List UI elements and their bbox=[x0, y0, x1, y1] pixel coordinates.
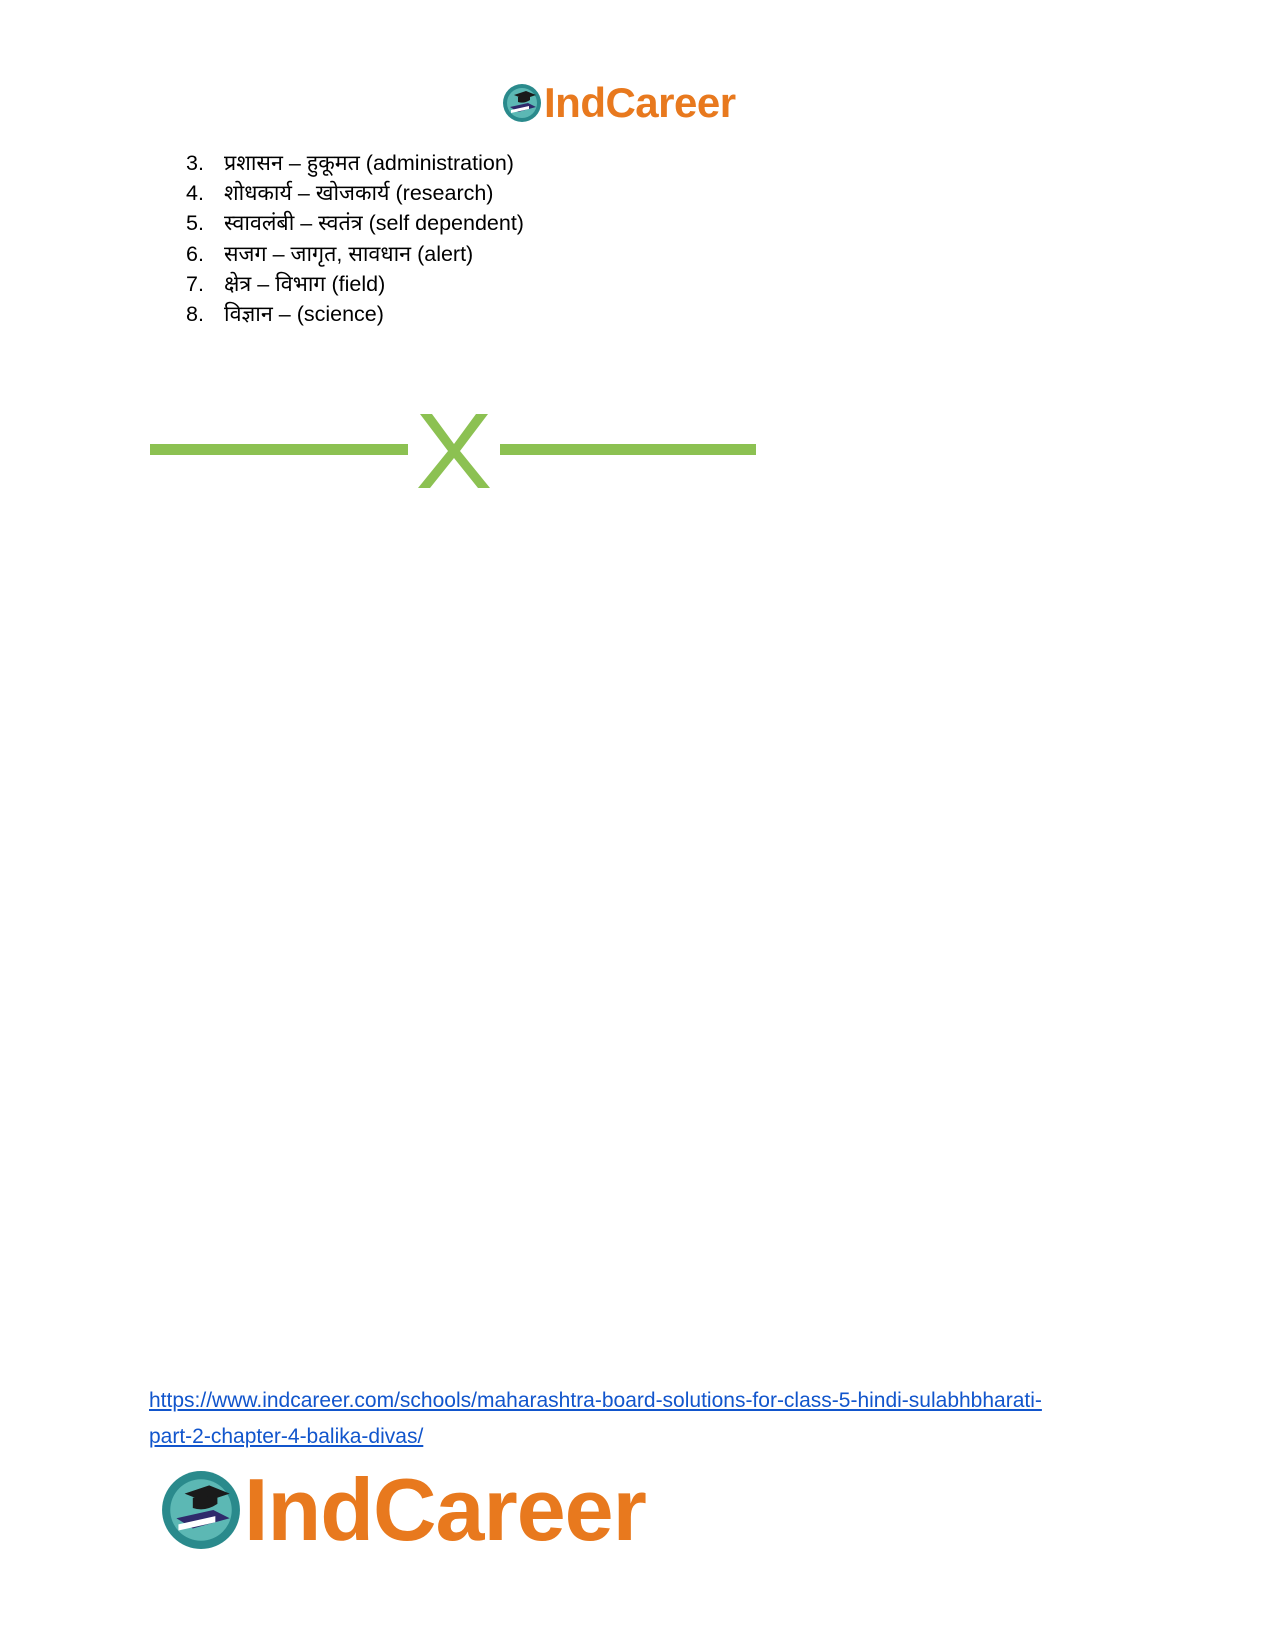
header-logo bbox=[502, 78, 736, 128]
list-number: 6. bbox=[186, 241, 204, 266]
list-item bbox=[186, 239, 524, 269]
brand-name: IndCareer bbox=[544, 79, 736, 126]
list-item bbox=[186, 208, 524, 238]
list-number: 5. bbox=[186, 211, 204, 236]
list-text: शोधकार्य – खोजकार्य (research) bbox=[224, 181, 494, 206]
footer-logo bbox=[160, 1460, 646, 1559]
list-text: क्षेत्र – विभाग (field) bbox=[224, 271, 386, 296]
list-number: 4. bbox=[186, 181, 204, 206]
list-number: 8. bbox=[186, 302, 204, 327]
list-text: स्वावलंबी – स्वतंत्र (self dependent) bbox=[224, 211, 524, 236]
synonym-list bbox=[186, 148, 524, 329]
list-item bbox=[186, 269, 524, 299]
x-mark-divider-icon bbox=[150, 410, 756, 490]
list-item bbox=[186, 299, 524, 329]
list-text: प्रशासन – हुकूमत (administration) bbox=[224, 151, 514, 175]
list-number: 3. bbox=[186, 151, 204, 175]
list-number: 7. bbox=[186, 271, 204, 296]
list-text: सजग – जागृत, सावधान (alert) bbox=[224, 241, 474, 266]
source-link-line-1[interactable]: https://www.indcareer.com/schools/maharashtra-board-solutions-for-class-5-hindi-sulabhbharati- bbox=[149, 1389, 1042, 1412]
graduation-cap-emblem-icon bbox=[502, 83, 542, 123]
brand-name: IndCareer bbox=[244, 1460, 646, 1559]
list-item bbox=[186, 148, 524, 178]
source-link-line-2[interactable]: part-2-chapter-4-balika-divas/ bbox=[149, 1425, 424, 1448]
list-text: विज्ञान – (science) bbox=[224, 302, 384, 327]
list-item bbox=[186, 178, 524, 208]
source-link-block bbox=[149, 1383, 1149, 1455]
graduation-cap-emblem-icon bbox=[160, 1469, 242, 1551]
